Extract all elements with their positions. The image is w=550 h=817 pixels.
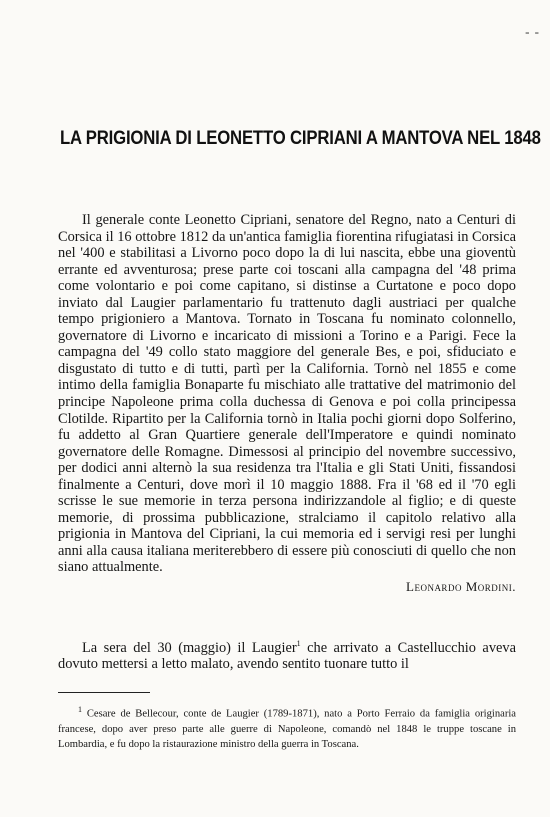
footnote-marker: 1 bbox=[78, 705, 82, 714]
article-title: LA PRIGIONIA DI LEONETTO CIPRIANI A MANTOVA NEL 1848 bbox=[60, 128, 541, 149]
footnote-divider bbox=[58, 692, 150, 693]
footnote-reference: 1 bbox=[296, 639, 301, 648]
second-paragraph-rest: che arrivato a Castellucchio aveva dovuto mettersi a letto malato, avendo sentito tuonare tutto il bbox=[58, 639, 516, 673]
footnote bbox=[58, 702, 516, 752]
corner-mark: - - bbox=[525, 24, 540, 39]
second-paragraph bbox=[58, 636, 516, 673]
second-paragraph-start: La sera del 30 (maggio) il Laugier bbox=[82, 639, 297, 656]
author-signature: Leonardo Mordini. bbox=[406, 579, 516, 595]
intro-paragraph: Il generale conte Leonetto Cipriani, senatore del Regno, nato a Centuri di Corsica il 16 ottobre 1812 da un'antica famiglia fiorentina rifugiatasi in Corsica nel '400 e stabilitasi a Livorno poco dopo la di lui nascita, ebbe una gioventù errante ed avventurosa; prese parte coi toscani alla campagna del '48 prima come volontario e poi come capitano, si distinse a Curtatone e poco dopo inviato dal Laugier parlamentario fu trattenuto dagli austriaci per qualche tempo prigioniero a Mantova. Tornato in Toscana fu nominato colonnello, governatore di Livorno e incaricato di missioni a Torino e a Parigi. Fece la campagna del '49 collo stato maggiore del generale Bes, e poi, sfiduciato e disgustato di tutto e di tutti, partì per la California. Tornò nel 1855 e come intimo della famiglia Bonaparte fu mischiato alle trattative del matrimonio del principe Napoleone prima colla duchessa di Genova e poi colla principessa Clotilde. Ripartito per la California tornò in Italia pochi giorni dopo Solferino, fu addetto al Gran Quartiere generale dell'Imperatore e quindi nominato governatore delle Romagne. Dimessosi al principio del novembre successivo, per dodici anni alternò la sua residenza tra l'Italia e gli Stati Uniti, fissandosi finalmente a Centuri, dove morì il 10 maggio 1888. Fra il '68 ed il '70 egli scrisse le sue memorie in terza persona indirizzandole al figlio; e di queste memorie, di prossima pubblicazione, stralciamo il capitolo relativo alla prigionia in Mantova del Cipriani, la cui memoria ed i servigi resi per lunghi anni alla causa italiana meriterebbero di essere più conosciuti di quello che non siano attualmente. bbox=[58, 212, 516, 576]
footnote-text: Cesare de Bellecour, conte de Laugier (1789-1871), nato a Porto Ferraio da famiglia originaria francese, dopo aver preso parte alle guerre di Napoleone, comandò nel 1848 le truppe toscane in Lombardia, e fu dopo la ristaurazione ministro della guerra in Toscana. bbox=[58, 708, 516, 751]
article-body bbox=[58, 212, 516, 596]
